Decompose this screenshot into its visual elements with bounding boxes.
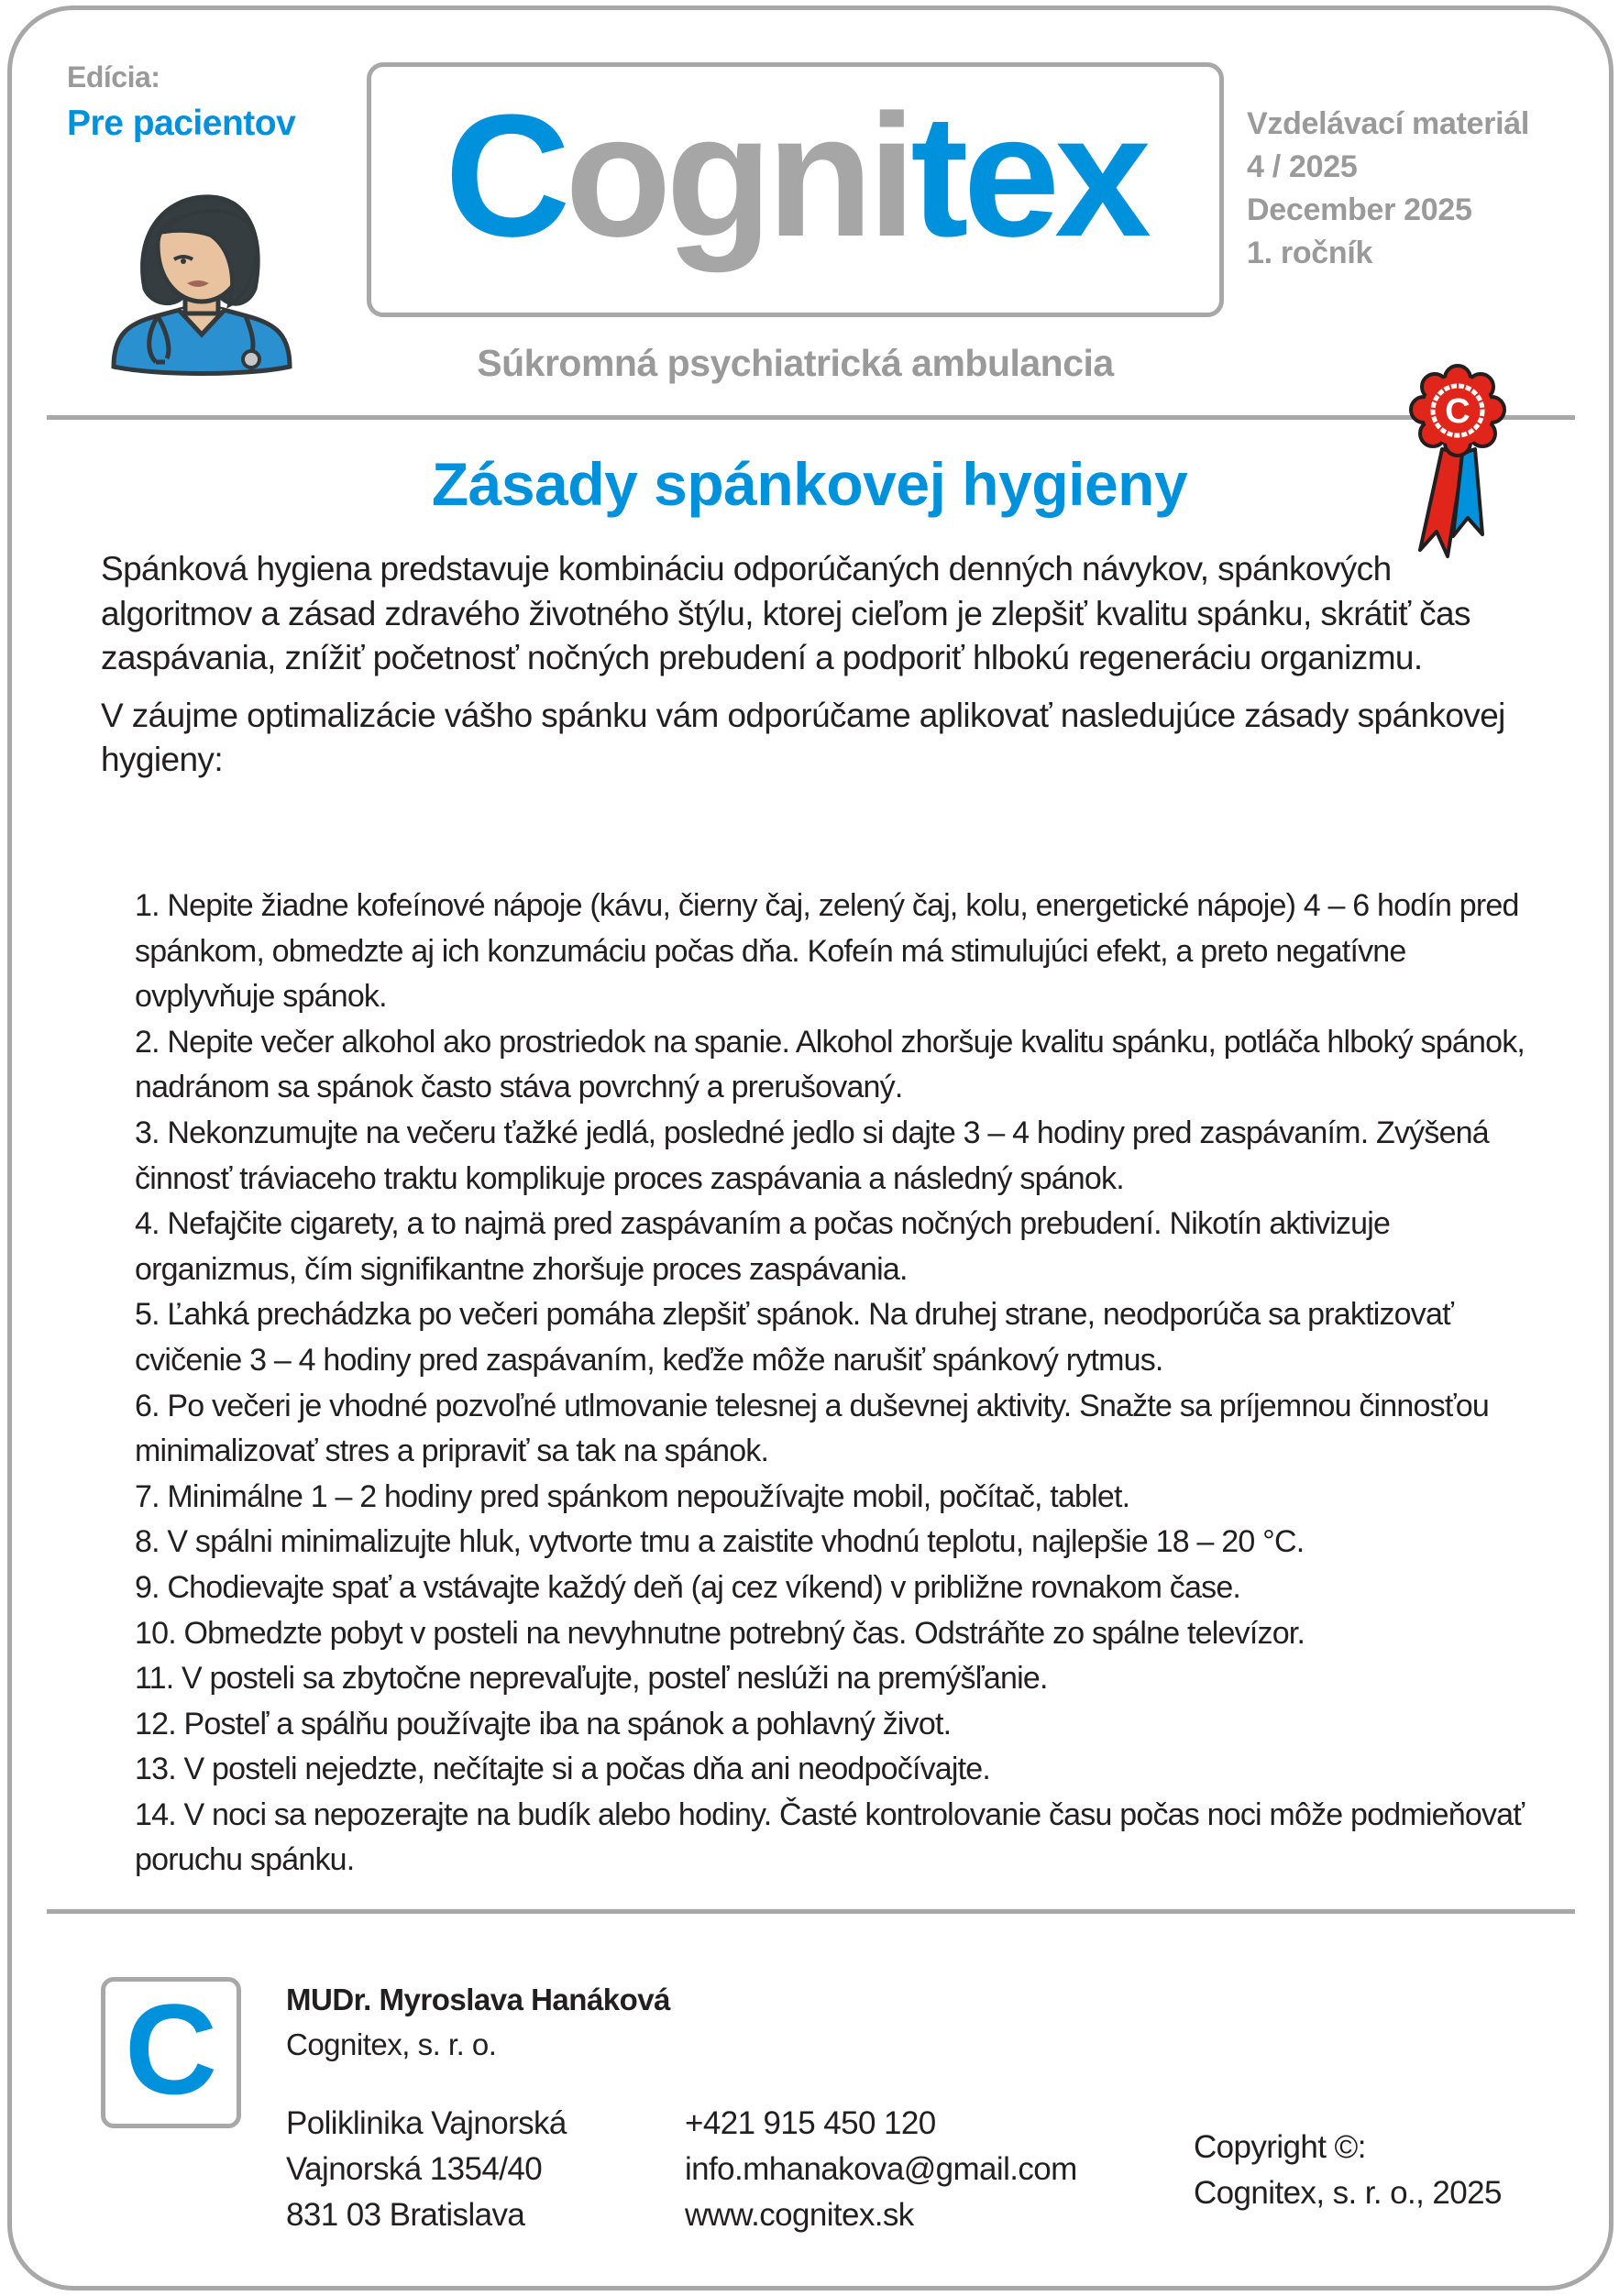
address-line: Poliklinika Vajnorská: [286, 2105, 567, 2141]
rule-item: 3. Nekonzumujte na večeru ťažké jedlá, posledné jedlo si dajte 3 – 4 hodiny pred zaspávaním. Zvýšená činnosť tráviaceho traktu komplikuje proces zaspávania a následný spánok.: [135, 1115, 1489, 1196]
company-name: Cognitex, s. r. o.: [286, 2027, 497, 2061]
rule-item: 6. Po večeri je vhodné pozvoľné utlmovanie telesnej a duševnej aktivity. Snažte sa príjemnou činnosťou minimalizovať stres a pripraviť sa tak na spánok.: [135, 1388, 1490, 1469]
logo-part-ogni: ogni: [565, 79, 911, 273]
clinic-subtitle: Súkromná psychiatrická ambulancia: [477, 342, 1114, 384]
intro-section: [101, 547, 1531, 796]
email-link[interactable]: info.mhanakova@gmail.com: [685, 2151, 1077, 2187]
rule-item: 12. Posteľ a spálňu používajte iba na spánok a pohlavný život.: [135, 1706, 952, 1741]
edition-label: Edícia:: [67, 60, 160, 93]
intro-paragraph: Spánková hygiena predstavuje kombináciu odporúčaných denných návykov, spánkových algoritmov a zásad zdravého životného štýlu, ktorej cieľom je zlepšiť kvalitu spánku, skrátiť čas zaspávania, znížiť početnosť nočných prebudení a podporiť hlbokú regeneráciu organizmu.: [101, 550, 1470, 676]
logo-part-tex: tex: [910, 79, 1146, 273]
footer-logo-box: [101, 1977, 241, 2128]
phone-number[interactable]: +421 915 450 120: [685, 2105, 936, 2141]
contact-block: [685, 2101, 1077, 2238]
address-block: [286, 2101, 567, 2238]
doctor-name: MUDr. Myroslava Hanáková: [286, 1983, 671, 2016]
logo-box: [367, 62, 1224, 317]
rule-item: 8. V spálni minimalizujte hluk, vytvorte tmu a zaistite vhodnú teplotu, najlepšie 18 – 20 °C.: [135, 1524, 1305, 1560]
intro-paragraph: V záujme optimalizácie vášho spánku vám odporúčame aplikovať nasledujúce zásady spánkovej hygieny:: [101, 696, 1505, 778]
rule-item: 11. V posteli sa zbytočne neprevaľujte, posteľ neslúži na premýšľanie.: [135, 1661, 1048, 1697]
footer-divider: [47, 1909, 1575, 1914]
rule-item: 1. Nepite žiadne kofeínové nápoje (kávu, čierny čaj, zelený čaj, kolu, energetické nápoje) 4 – 6 hodín pred spánkom, obmedzte aj ich konzumáciu počas dňa. Kofeín má stimulujúci efekt, a preto negatívne ovplyvňuje spánok.: [135, 888, 1519, 1015]
rosette-letter: C: [1445, 392, 1470, 431]
meta-type: Vzdelávací materiál: [1247, 106, 1530, 141]
address-line: 831 03 Bratislava: [286, 2197, 525, 2233]
sleep-hygiene-rules: [135, 884, 1537, 1884]
brand-logo: [445, 79, 1146, 273]
doctor-avatar-icon: [101, 188, 303, 380]
copyright-holder: Cognitex, s. r. o., 2025: [1194, 2175, 1502, 2211]
logo-part-c: C: [445, 79, 566, 273]
rule-item: 4. Nefajčite cigarety, a to najmä pred zaspávaním a počas nočných prebudení. Nikotín aktivizuje organizmus, čím signifikantne zhoršuje proces zaspávania.: [135, 1206, 1391, 1287]
rule-item: 13. V posteli nejedzte, nečítajte si a počas dňa ani neodpočívajte.: [135, 1752, 991, 1787]
meta-issue: 4 / 2025: [1247, 149, 1358, 184]
meta-volume: 1. ročník: [1247, 236, 1373, 270]
footer-logo-letter: C: [124, 1976, 218, 2121]
copyright-block: [1194, 2125, 1502, 2216]
document-title: Zásady spánkovej hygieny: [431, 450, 1188, 518]
rule-item: 14. V noci sa nepozerajte na budík alebo hodiny. Časté kontrolovanie času počas noci môže podmieňovať poruchu spánku.: [135, 1796, 1525, 1878]
rule-item: 9. Chodievajte spať a vstávajte každý deň (aj cez víkend) v približne rovnakom čase.: [135, 1569, 1241, 1605]
header-divider: [47, 415, 1575, 420]
rule-item: 7. Minimálne 1 – 2 hodiny pred spánkom nepoužívajte mobil, počítač, tablet.: [135, 1478, 1130, 1514]
address-line: Vajnorská 1354/40: [286, 2151, 543, 2187]
rule-item: 2. Nepite večer alkohol ako prostriedok na spanie. Alkohol zhoršuje kvalitu spánku, potláča hlboký spánok, nadránom sa spánok často stáva povrchný a prerušovaný.: [135, 1024, 1525, 1105]
edition-value: Pre pacientov: [67, 104, 296, 143]
meta-date: December 2025: [1247, 192, 1472, 227]
rule-item: 5. Ľahká prechádzka po večeri pomáha zlepšiť spánok. Na druhej strane, neodporúča sa praktizovať cvičenie 3 – 4 hodiny pred zaspávaním, keďže môže narušiť spánkový rytmus.: [135, 1297, 1454, 1378]
rule-item: 10. Obmedzte pobyt v posteli na nevyhnutne potrebný čas. Odstráňte zo spálne televízor.: [135, 1615, 1305, 1651]
copyright-label: Copyright ©:: [1194, 2129, 1366, 2165]
publication-meta: [1247, 103, 1529, 275]
website-link[interactable]: www.cognitex.sk: [685, 2197, 914, 2233]
